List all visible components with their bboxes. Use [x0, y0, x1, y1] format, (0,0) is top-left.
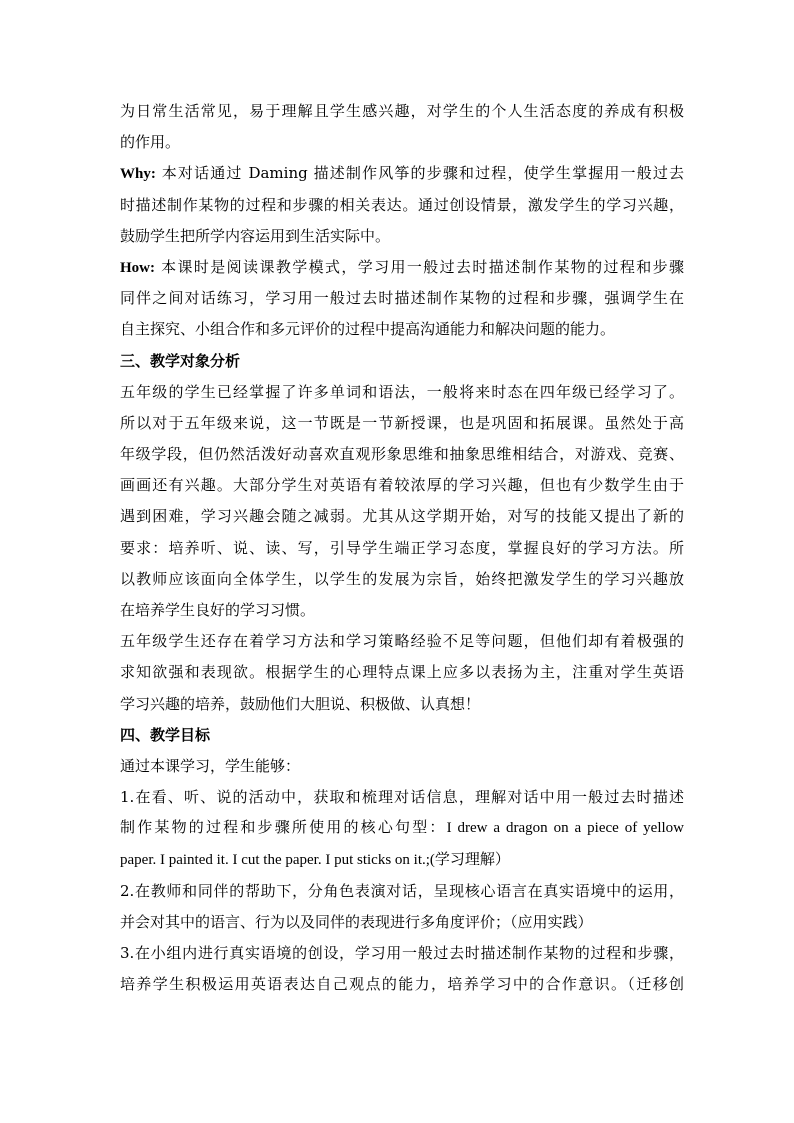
text-line: 自主探究、小组合作和多元评价的过程中提高沟通能力和解决问题的能力。	[120, 320, 616, 339]
objective-1-line: 1.在看、听、说的活动中，获取和梳理对话信息，理解对话中用一般过去时描述	[120, 788, 684, 807]
text-line: 时描述制作某物的过程和步骤的相关表达。通过创设情景，激发学生的学习兴趣，	[120, 195, 684, 214]
text-line: 画画还有兴趣。大部分学生对英语有着较浓厚的学习兴趣，但也有少数学生由于	[120, 476, 684, 495]
objective-2-line: 并会对其中的语言、行为以及同伴的表现进行多角度评价；（应用实践）	[120, 912, 593, 931]
text-line: 同伴之间对话练习，学习用一般过去时描述制作某物的过程和步骤，强调学生在	[120, 289, 684, 308]
how-line: How: 本课时是阅读课教学模式，学习用一般过去时描述制作某物的过程和步骤	[120, 257, 684, 276]
text-line: 要求：培养听、说、读、写，引导学生端正学习态度，掌握良好的学习方法。所	[120, 538, 684, 557]
why-line: Why: 本对话通过 Daming 描述制作风筝的步骤和过程，使学生掌握用一般过去	[120, 164, 684, 183]
text-line: 学习兴趣的培养，鼓励他们大胆说、积极做、认真想！	[120, 694, 481, 713]
document-body	[0, 96, 794, 1000]
text-line: 五年级的学生已经掌握了许多单词和语法，一般将来时态在四年级已经学习了。	[120, 382, 684, 401]
text-line: 为日常生活常见，易于理解且学生感兴趣，对学生的个人生活态度的养成有积极	[120, 102, 684, 120]
objective-1-line: paper. I painted it. I cut the paper. I put sticks on it.;(学习理解）	[120, 851, 510, 868]
objective-1-line: 制作某物的过程和步骤所使用的核心句型：I drew a dragon on a piece of yellow	[120, 820, 684, 837]
objective-3-line: 3.在小组内进行真实语境的创设，学习用一般过去时描述制作某物的过程和步骤，	[120, 944, 684, 963]
text-line: 年级学段，但仍然活泼好动喜欢直观形象思维和抽象思维相结合，对游戏、竞赛、	[120, 445, 684, 464]
text-line: 所以对于五年级来说，这一节既是一节新授课，也是巩固和拓展课。虽然处于高	[120, 413, 684, 432]
text-line: 在培养学生良好的学习习惯。	[120, 601, 316, 619]
text-line: 以教师应该面向全体学生，以学生的发展为宗旨，始终把激发学生的学习兴趣放	[120, 569, 684, 588]
text-line: 鼓励学生把所学内容运用到生活实际中。	[120, 226, 391, 245]
section-heading-3: 三、教学对象分析	[120, 351, 241, 370]
text-line: 的作用。	[120, 133, 181, 152]
text-line: 通过本课学习，学生能够：	[120, 756, 301, 775]
text-line: 遇到困难，学习兴趣会随之减弱。尤其从这学期开始，对写的技能又提出了新的	[120, 507, 684, 526]
how-label: How:	[120, 259, 155, 276]
text-line: 求知欲强和表现欲。根据学生的心理特点课上应多以表扬为主，注重对学生英语	[120, 663, 684, 682]
objective-2-line: 2.在教师和同伴的帮助下，分角色表演对话，呈现核心语言在真实语境中的运用，	[120, 881, 684, 900]
objective-3-line: 培养学生积极运用英语表达自己观点的能力，培养学习中的合作意识。（迁移创	[120, 975, 684, 994]
why-label: Why:	[120, 166, 156, 183]
text-line: 五年级学生还存在着学习方法和学习策略经验不足等问题，但他们却有着极强的	[120, 632, 684, 651]
section-heading-4: 四、教学目标	[120, 725, 211, 744]
